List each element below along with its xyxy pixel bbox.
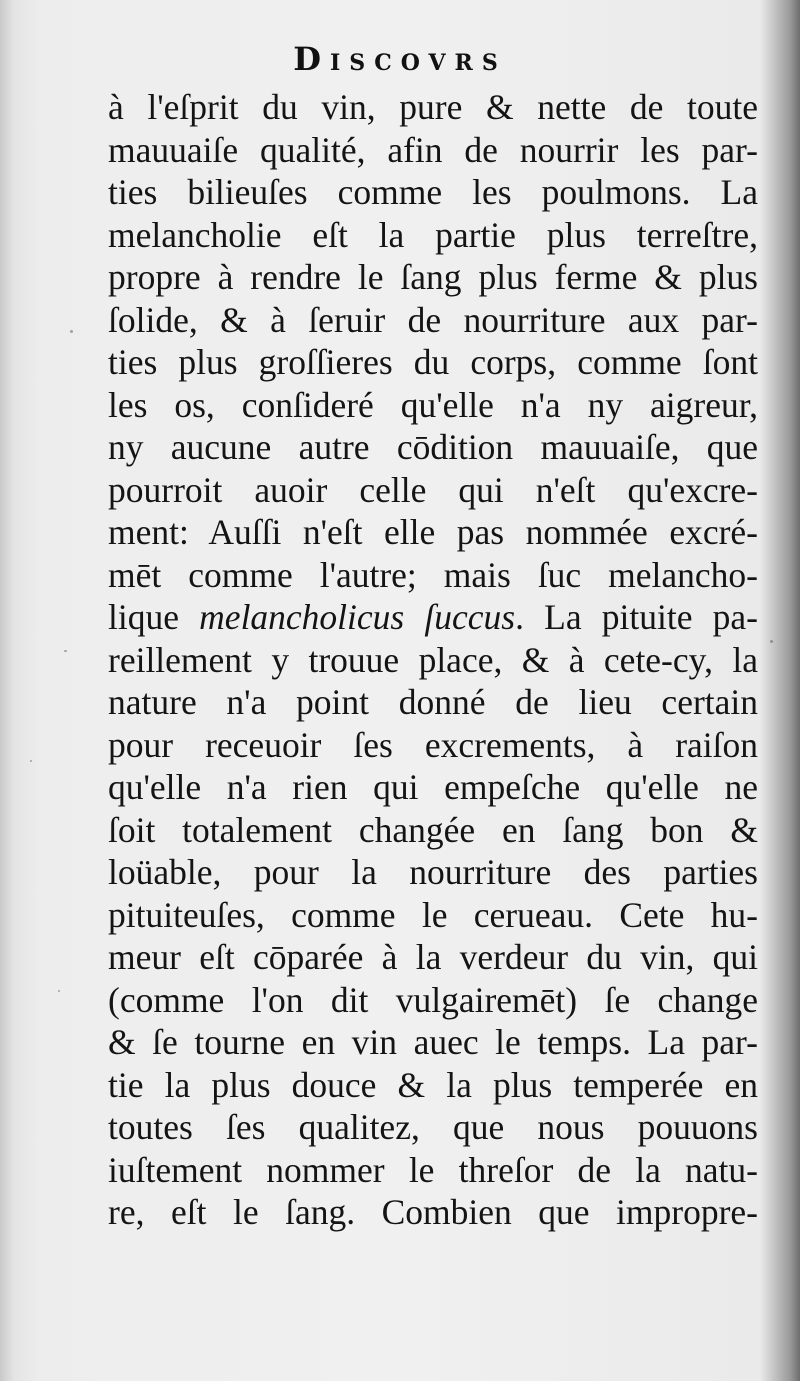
text-line: les os, conſideré qu'elle n'a ny aigreur, <box>108 384 758 425</box>
text-line: qu'elle n'a rien qui empeſche qu'elle ne <box>108 767 758 807</box>
text-line: pour receuoir ſes excrements, à raiſon <box>108 724 758 765</box>
text-line: nature n'a point donné de lieu certain <box>108 682 758 722</box>
text-line: ſolide, & à ſeruir de nourriture aux par- <box>108 299 758 340</box>
ink-speck <box>70 330 73 333</box>
text-line: reillement y trouue place, & à cete-cy, la <box>108 639 758 680</box>
text-line: ties bilieuſes comme les poulmons. La <box>108 172 758 212</box>
ink-speck <box>770 640 773 643</box>
ink-speck <box>58 990 60 992</box>
text-line: meur eſt cōparée à la verdeur du vin, qui <box>108 937 758 977</box>
text-line: ties plus groſſieres du corps, comme ſont <box>108 342 758 382</box>
text-line: (comme l'on dit vulgairemēt) ſe change <box>108 979 758 1020</box>
ink-speck <box>64 650 67 652</box>
text-line: pituiteuſes, comme le cerueau. Cete hu- <box>108 894 758 935</box>
text-line: pourroit auoir celle qui n'eſt qu'excre- <box>108 469 758 510</box>
running-head: Discovrs <box>293 40 507 78</box>
text-line: loüable, pour la nourriture des parties <box>108 852 758 892</box>
text-line: toutes ſes qualitez, que nous pouuons <box>108 1107 758 1147</box>
text-line: ſoit totalement changée en ſang bon & <box>108 809 758 850</box>
text-line: re, eſt le ſang. Combien que impropre- <box>108 1192 758 1232</box>
text-line: à l'eſprit du vin, pure & nette de toute <box>108 87 758 127</box>
body-text <box>108 86 758 1234</box>
ink-speck <box>30 760 32 762</box>
text-line: iuſtement nommer le threſor de la natu- <box>108 1149 758 1190</box>
text-line: propre à rendre le ſang plus ferme & plus <box>108 257 758 297</box>
text-line: melancholie eſt la partie plus terreſtre, <box>108 214 758 255</box>
text-line: & ſe tourne en vin auec le temps. La par- <box>108 1022 758 1062</box>
text-line: ny aucune autre cōdition mauuaiſe, que <box>108 427 758 467</box>
text-line: mauuaiſe qualité, afin de nourrir les par- <box>108 129 758 170</box>
italic-latin-term: melancholicus ſuccus <box>199 597 516 637</box>
text-line: lique melancholicus ſuccus. La pituite pa- <box>108 597 758 637</box>
text-line: mēt comme l'autre; mais ſuc melancho- <box>108 554 758 595</box>
text-line: ment: Auſſi n'eſt elle pas nommée excré- <box>108 512 758 552</box>
text-line: tie la plus douce & la plus temperée en <box>108 1064 758 1105</box>
